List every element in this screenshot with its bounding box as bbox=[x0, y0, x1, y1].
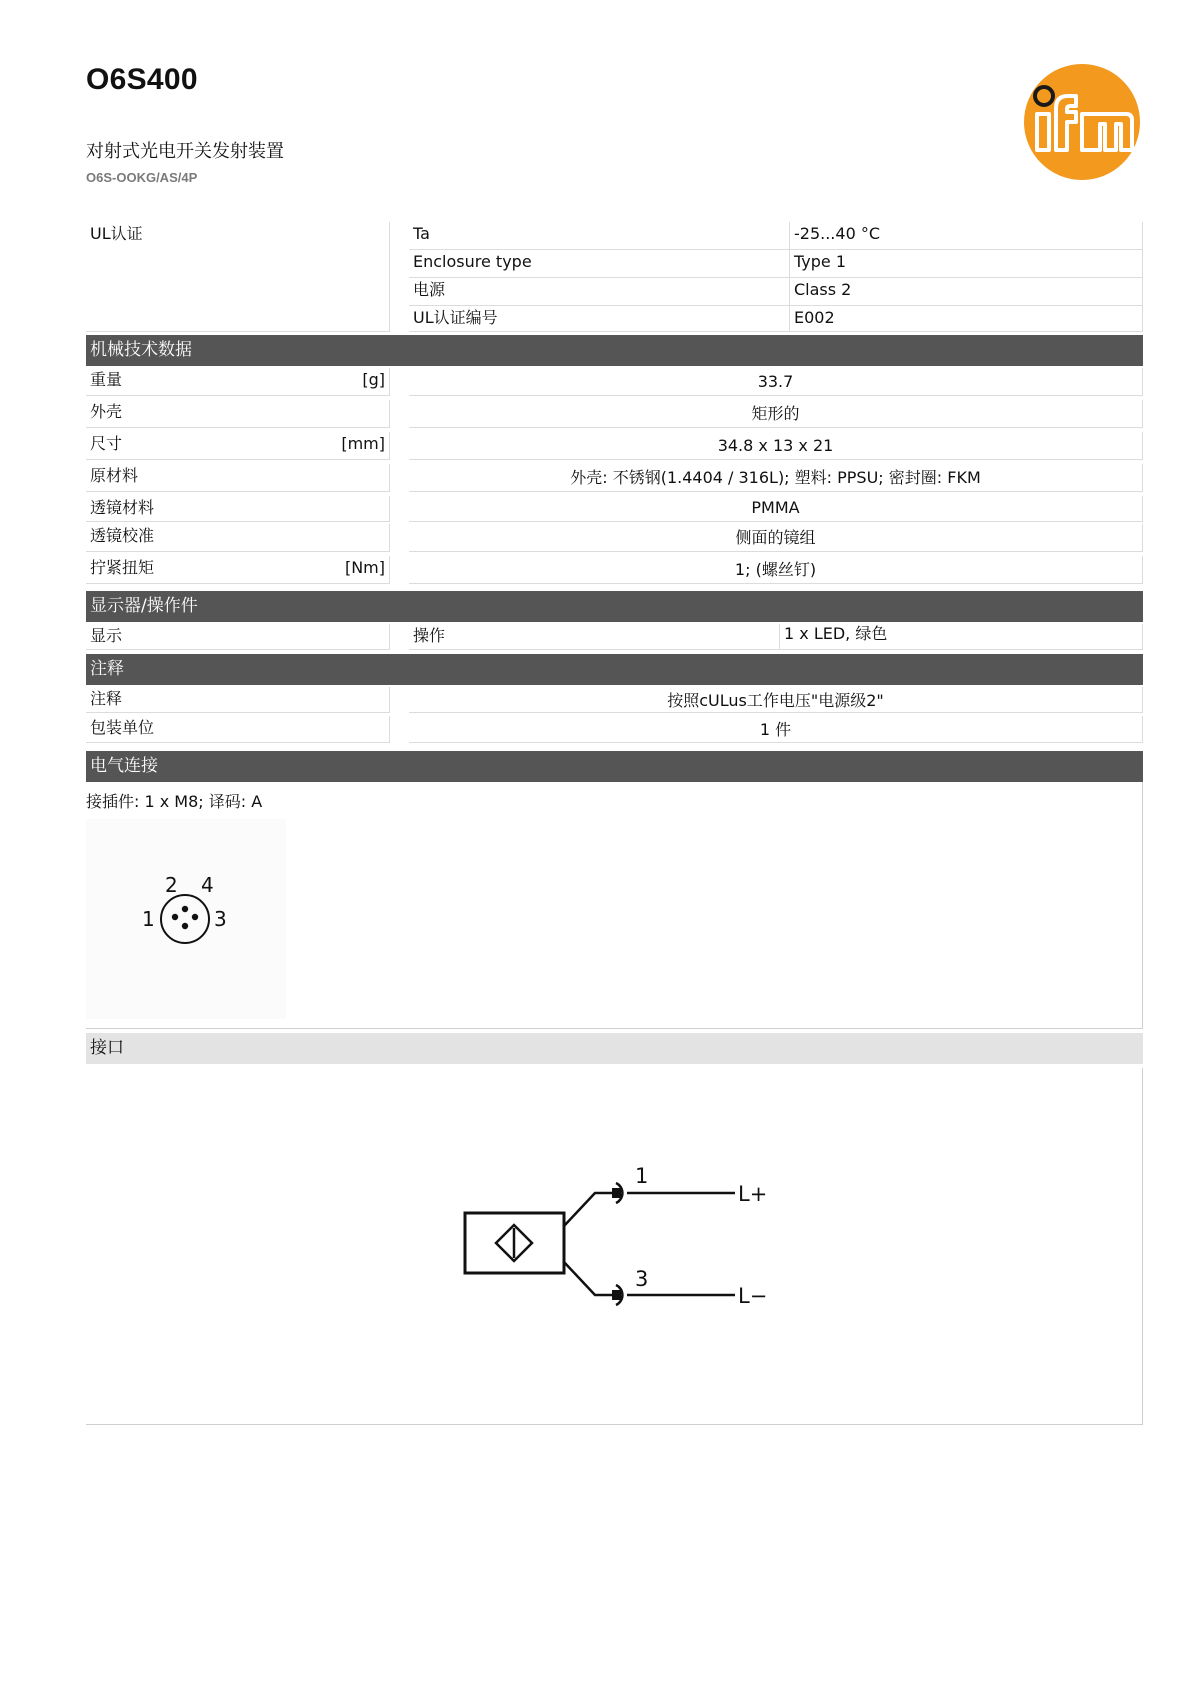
connector-outline bbox=[161, 895, 209, 943]
mech-value-torque: 1; (螺丝钉) bbox=[409, 556, 1143, 584]
plug-bottom bbox=[612, 1290, 621, 1300]
label-l-minus: L− bbox=[738, 1284, 768, 1308]
mech-label-weight-text: 重量 bbox=[90, 370, 123, 389]
mech-value-weight: 33.7 bbox=[409, 368, 1143, 396]
display-key: 操作 bbox=[409, 624, 789, 650]
pin-label-2: 2 bbox=[165, 873, 178, 897]
mech-label-material: 原材料 bbox=[86, 464, 390, 492]
section-notes: 注释 bbox=[86, 654, 1143, 685]
interface-box-bottom-border bbox=[86, 1424, 1143, 1425]
product-description: 对射式光电开关发射装置 bbox=[86, 141, 284, 162]
mech-label-torque-text: 拧紧扭矩 bbox=[90, 558, 155, 577]
mech-label-weight bbox=[86, 368, 390, 396]
mech-label-torque bbox=[86, 556, 390, 584]
ul-key-power: 电源 bbox=[409, 278, 789, 306]
ifm-logo bbox=[1022, 62, 1142, 182]
ul-label: UL认证 bbox=[86, 222, 390, 332]
ul-value-power: Class 2 bbox=[789, 278, 1143, 306]
mech-value-housing: 矩形的 bbox=[409, 400, 1143, 428]
mech-label-dimensions bbox=[86, 432, 390, 460]
section-display: 显示器/操作件 bbox=[86, 591, 1143, 622]
ul-value-enclosure: Type 1 bbox=[789, 250, 1143, 278]
order-code: O6S-OOKG/AS/4P bbox=[86, 170, 198, 185]
notes-label-remark: 注释 bbox=[86, 687, 390, 713]
wiring-diagram bbox=[450, 1150, 790, 1320]
mech-value-lens-alignment: 侧面的镜组 bbox=[409, 524, 1143, 552]
connector-text: 接插件: 1 x M8; 译码: A bbox=[86, 792, 263, 811]
label-l-plus: L+ bbox=[738, 1182, 768, 1206]
mech-unit-weight: [g] bbox=[362, 370, 385, 389]
pin-4-dot bbox=[182, 923, 188, 929]
section-mechanical: 机械技术数据 bbox=[86, 335, 1143, 366]
mech-label-lens-alignment: 透镜校准 bbox=[86, 524, 390, 552]
ul-value-ta: -25...40 °C bbox=[789, 222, 1143, 250]
display-value: 1 x LED, 绿色 bbox=[779, 624, 1143, 650]
mech-value-lens-material: PMMA bbox=[409, 496, 1143, 522]
wire-pin-3: 3 bbox=[635, 1267, 649, 1291]
page-title: O6S400 bbox=[86, 63, 198, 96]
notes-value-packaging: 1 件 bbox=[409, 716, 1143, 743]
wire-bottom bbox=[564, 1262, 613, 1295]
interface-box-right-border bbox=[1142, 1068, 1143, 1425]
ul-key-number: UL认证编号 bbox=[409, 306, 789, 332]
notes-label-packaging: 包装单位 bbox=[86, 716, 390, 743]
connector-pinout-diagram bbox=[86, 819, 286, 1019]
mech-unit-dimensions: [mm] bbox=[341, 434, 385, 453]
mech-label-dimensions-text: 尺寸 bbox=[90, 434, 123, 453]
wire-pin-1: 1 bbox=[635, 1164, 649, 1188]
plug-top bbox=[612, 1188, 621, 1198]
mech-unit-torque: [Nm] bbox=[344, 558, 385, 577]
notes-value-remark: 按照cULus工作电压"电源级2" bbox=[409, 687, 1143, 713]
mech-label-lens-material: 透镜材料 bbox=[86, 496, 390, 522]
mech-label-housing: 外壳 bbox=[86, 400, 390, 428]
pin-3-dot bbox=[192, 914, 198, 920]
connector-box-bottom-border bbox=[86, 1028, 1143, 1029]
mech-value-material: 外壳: 不锈钢(1.4404 / 316L); 塑料: PPSU; 密封圈: FKM bbox=[409, 464, 1143, 492]
pin-2-dot bbox=[182, 906, 188, 912]
ul-key-ta: Ta bbox=[409, 222, 789, 250]
wire-top bbox=[564, 1193, 613, 1226]
pin-label-1: 1 bbox=[142, 907, 155, 931]
section-electrical: 电气连接 bbox=[86, 751, 1143, 782]
ul-key-enclosure: Enclosure type bbox=[409, 250, 789, 278]
section-interface: 接口 bbox=[86, 1033, 1143, 1064]
mech-value-dimensions: 34.8 x 13 x 21 bbox=[409, 432, 1143, 460]
ul-value-number: E002 bbox=[789, 306, 1143, 332]
connector-box-right-border bbox=[1142, 782, 1143, 1029]
pin-1-dot bbox=[172, 914, 178, 920]
display-label: 显示 bbox=[86, 624, 390, 650]
pin-label-3: 3 bbox=[214, 907, 227, 931]
pin-label-4: 4 bbox=[201, 873, 214, 897]
